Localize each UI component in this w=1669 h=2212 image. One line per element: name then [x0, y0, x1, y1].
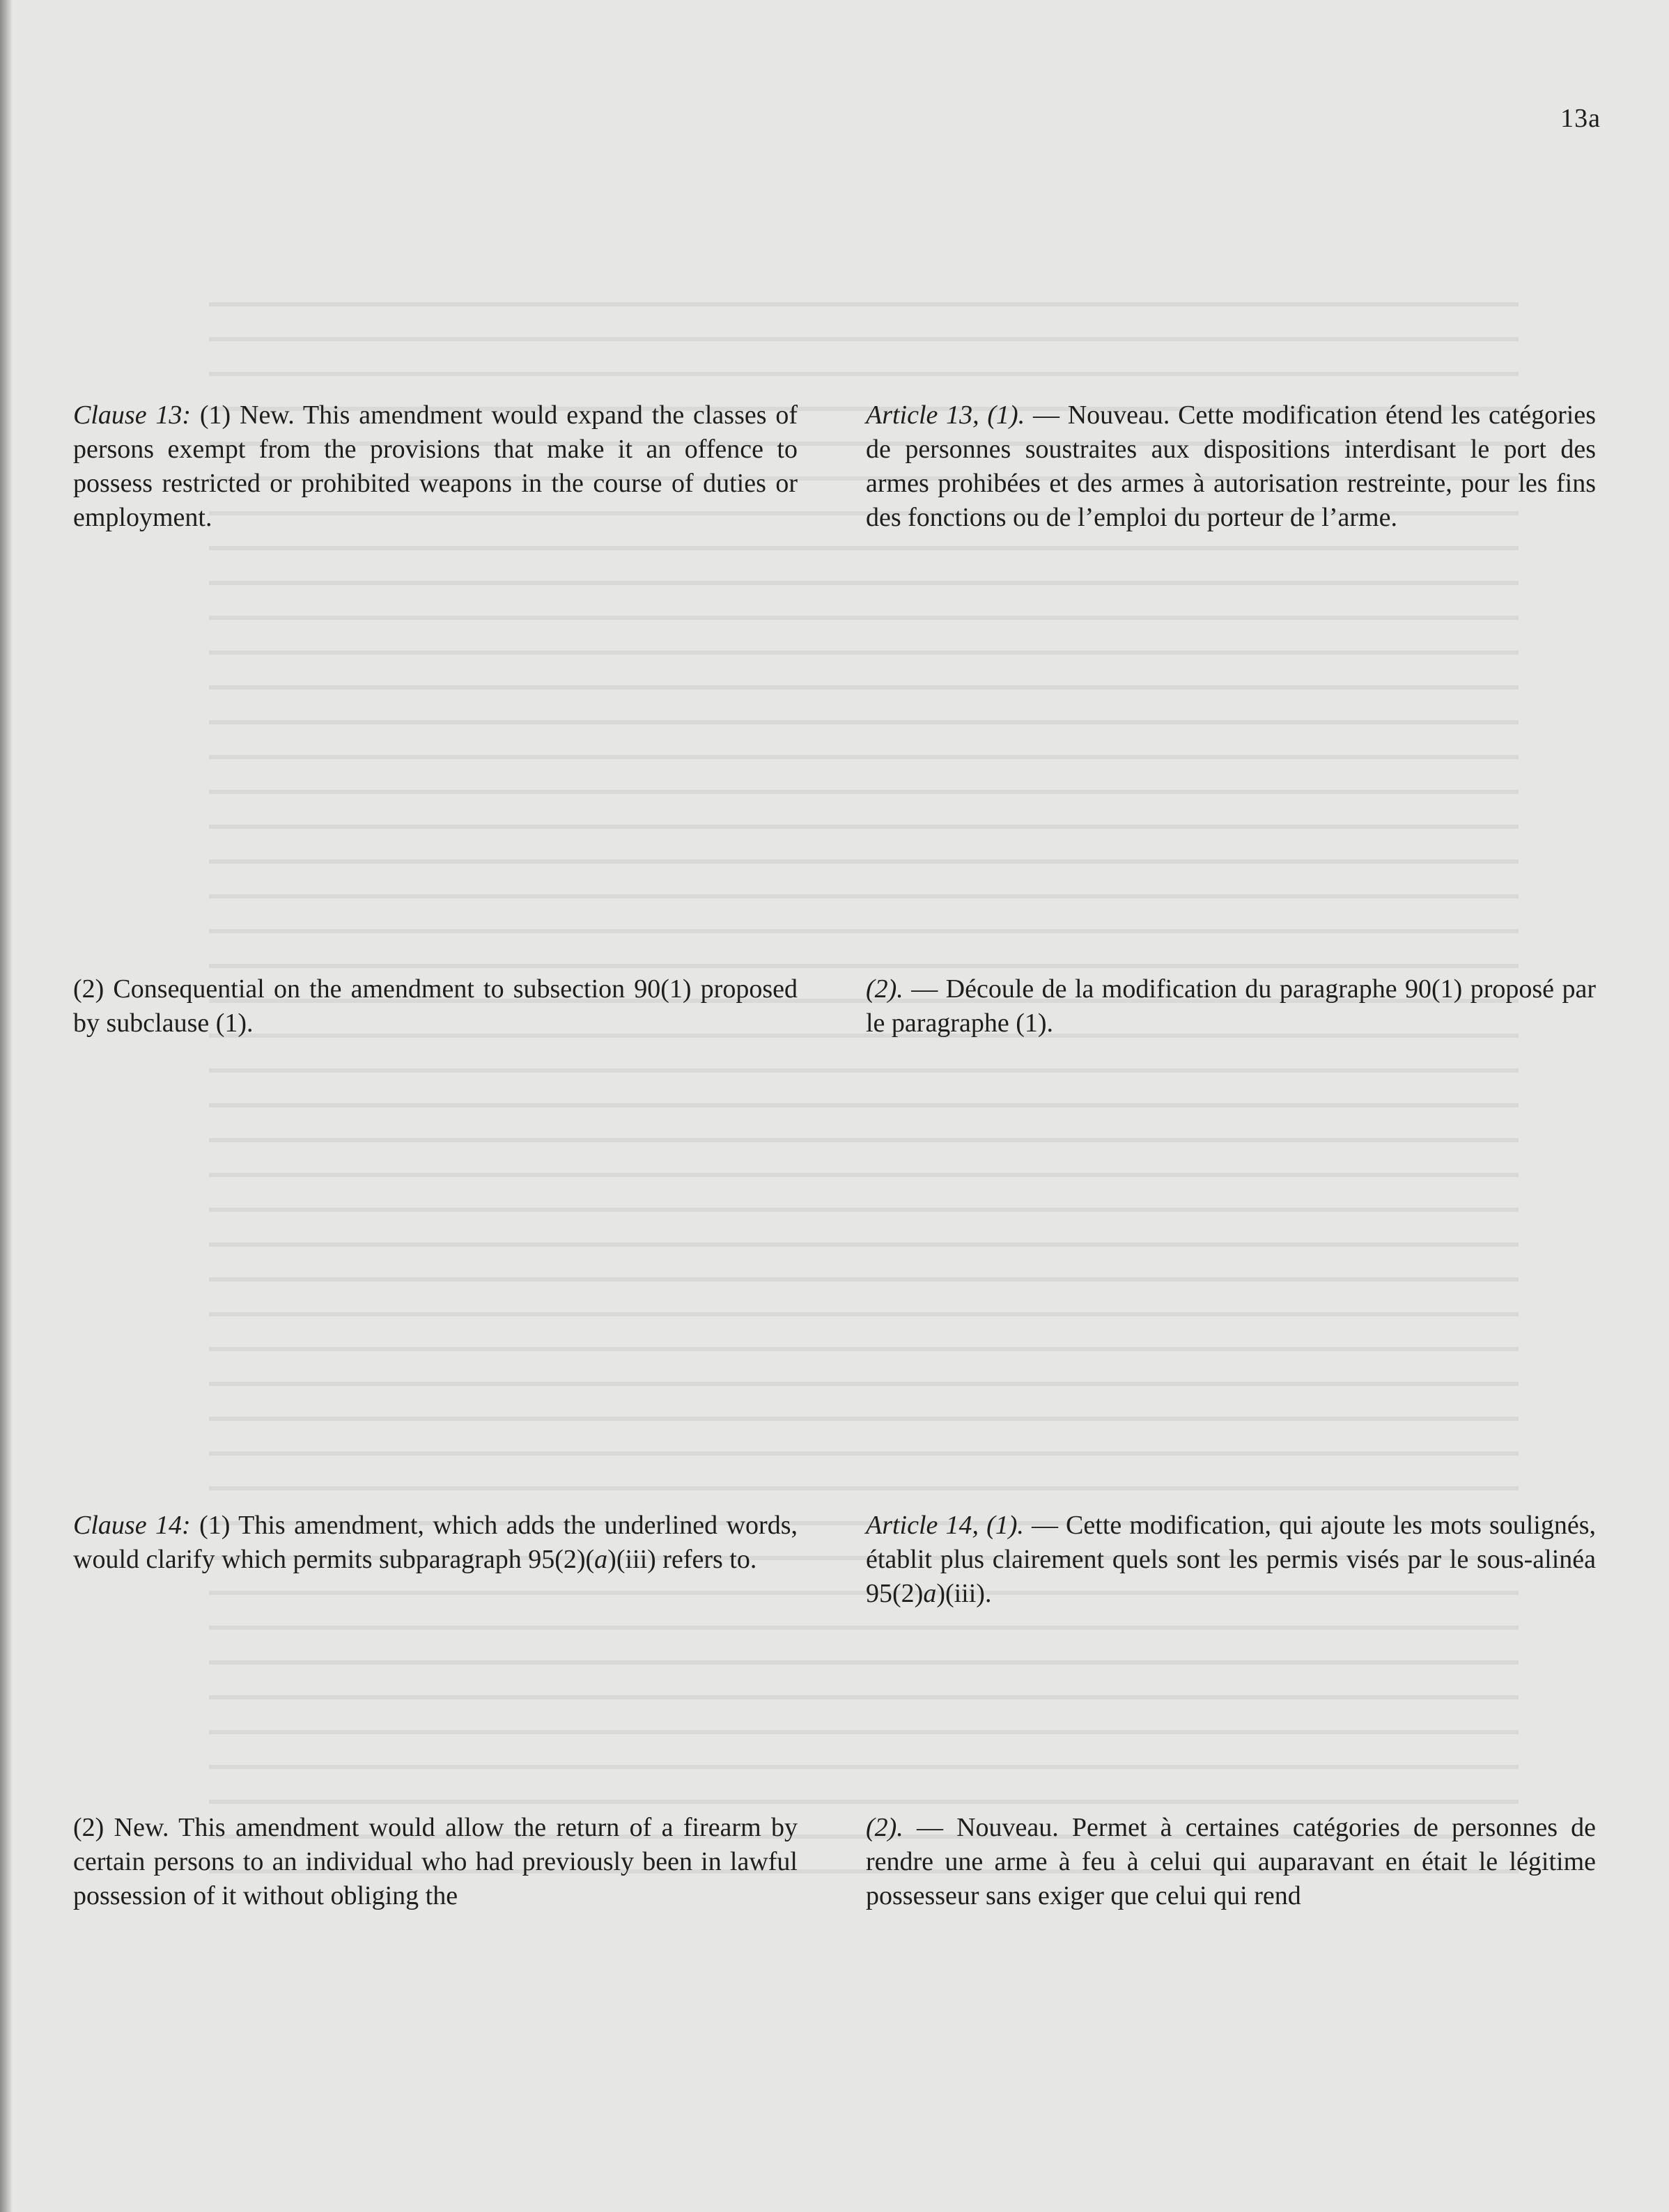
clause-14-1-text-a: (1) This amendment, which adds the underlined words, would clarify which permits subparagraph 95(2)( [73, 1511, 798, 1574]
clause-14-2-text: (2) New. This amendment would allow the return of a firearm by certain persons to an individual who had previously been in lawful possession of it without obliging the [73, 1813, 798, 1910]
clause-13-2-note-en [73, 972, 798, 1041]
article-13-1-note-fr [866, 398, 1596, 535]
article-14-2-text: — Nouveau. Permet à certaines catégories de personnes de rendre une arme à feu à celui qui auparavant en était le légitime possesseur sans exiger que celui qui rend [866, 1813, 1596, 1910]
clause-13-1-text: (1) New. This amendment would expand the classes of persons exempt from the provisions that make it an offence to possess restricted or prohibited weapons in the course of duties or employment. [73, 400, 798, 532]
page-number: 13a [1560, 104, 1601, 133]
article-14-2-note-fr [866, 1811, 1596, 1913]
article-13-1-text: — Nouveau. Cette modification étend les catégories de personnes soustraites aux dispositions interdisant le port des armes prohibées et des armes à autorisation restreinte, pour les fins des fonctions ou de l’emploi du porteur de l’arme. [866, 400, 1596, 532]
clause-14-2-note-en [73, 1811, 798, 1913]
clause-13-2-text: (2) Consequential on the amendment to subsection 90(1) proposed by subclause (1). [73, 974, 798, 1038]
clause-13-heading: Clause 13: [73, 400, 192, 430]
article-13-heading: Article 13, (1). [866, 400, 1025, 430]
article-14-1-text-b: )(iii). [936, 1579, 992, 1608]
clause-14-1-text-b: )(iii) refers to. [607, 1545, 757, 1574]
article-13-2-heading: (2). [866, 974, 903, 1004]
clause-14-heading: Clause 14: [73, 1511, 191, 1540]
article-14-1-note-fr [866, 1509, 1596, 1611]
clause-14-1-text-italic: a [594, 1545, 608, 1574]
article-13-2-text: — Découle de la modification du paragraphe 90(1) proposé par le paragraphe (1). [866, 974, 1596, 1038]
clause-14-1-note-en [73, 1509, 798, 1577]
article-14-1-text-italic: a [923, 1579, 937, 1608]
binding-edge [0, 0, 13, 2212]
article-14-heading: Article 14, (1). [866, 1511, 1024, 1540]
article-14-1-text-a: — Cette modification, qui ajoute les mots soulignés, établit plus clairement quels sont les permis visés par le sous-alinéa 95(2) [866, 1511, 1596, 1608]
clause-13-1-note-en [73, 398, 798, 535]
article-14-2-heading: (2). [866, 1813, 903, 1842]
article-13-2-note-fr [866, 972, 1596, 1041]
